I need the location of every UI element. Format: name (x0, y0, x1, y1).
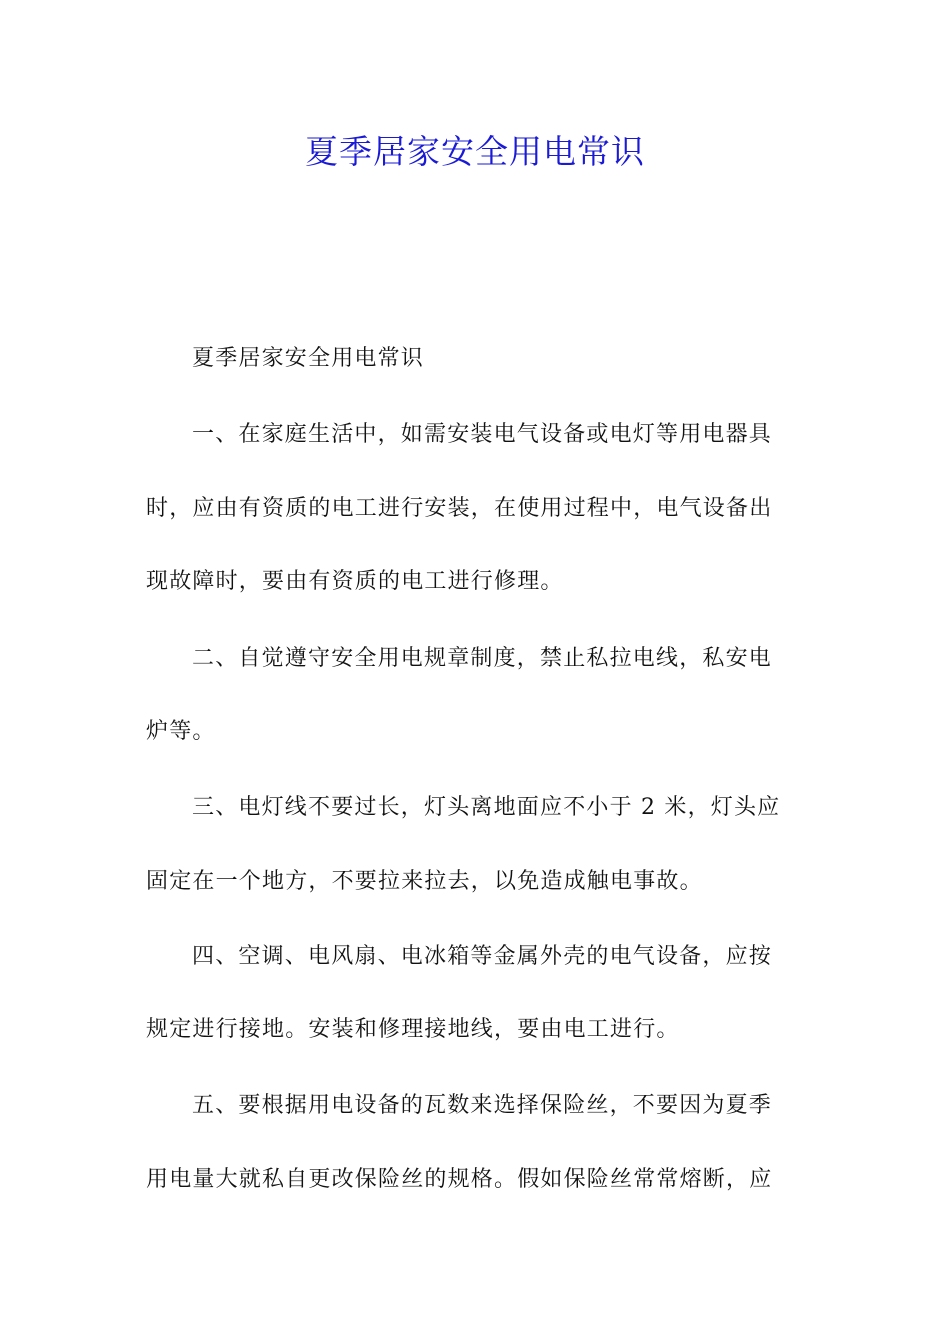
paragraph-1-line-3: 现故障时，要由有资质的电工进行修理。 (146, 569, 564, 594)
paragraph-1-line-2: 时，应由有资质的电工进行安装，在使用过程中，电气设备出 (146, 496, 773, 521)
paragraph-5-line-1: 五、要根据用电设备的瓦数来选择保险丝，不要因为夏季 (192, 1093, 773, 1118)
paragraph-heading: 夏季居家安全用电常识 (192, 346, 425, 371)
paragraph-1-line-1: 一、在家庭生活中，如需安装电气设备或电灯等用电器具 (192, 422, 773, 447)
paragraph-4-line-2: 规定进行接地。安装和修理接地线，要由电工进行。 (146, 1017, 680, 1042)
paragraph-3-line-1: 三、电灯线不要过长，灯头离地面应不小于 2 米，灯头应 (192, 795, 781, 820)
paragraph-4-line-1: 四、空调、电风扇、电冰箱等金属外壳的电气设备，应按 (192, 944, 773, 969)
document-title: 夏季居家安全用电常识 (305, 132, 645, 171)
paragraph-2-line-1: 二、自觉遵守安全用电规章制度，禁止私拉电线，私安电 (192, 646, 773, 671)
paragraph-5-line-2: 用电量大就私自更改保险丝的规格。假如保险丝常常熔断，应 (146, 1167, 773, 1192)
paragraph-3-line-2: 固定在一个地方，不要拉来拉去，以免造成触电事故。 (146, 869, 703, 894)
paragraph-2-line-2: 炉等。 (146, 719, 216, 744)
